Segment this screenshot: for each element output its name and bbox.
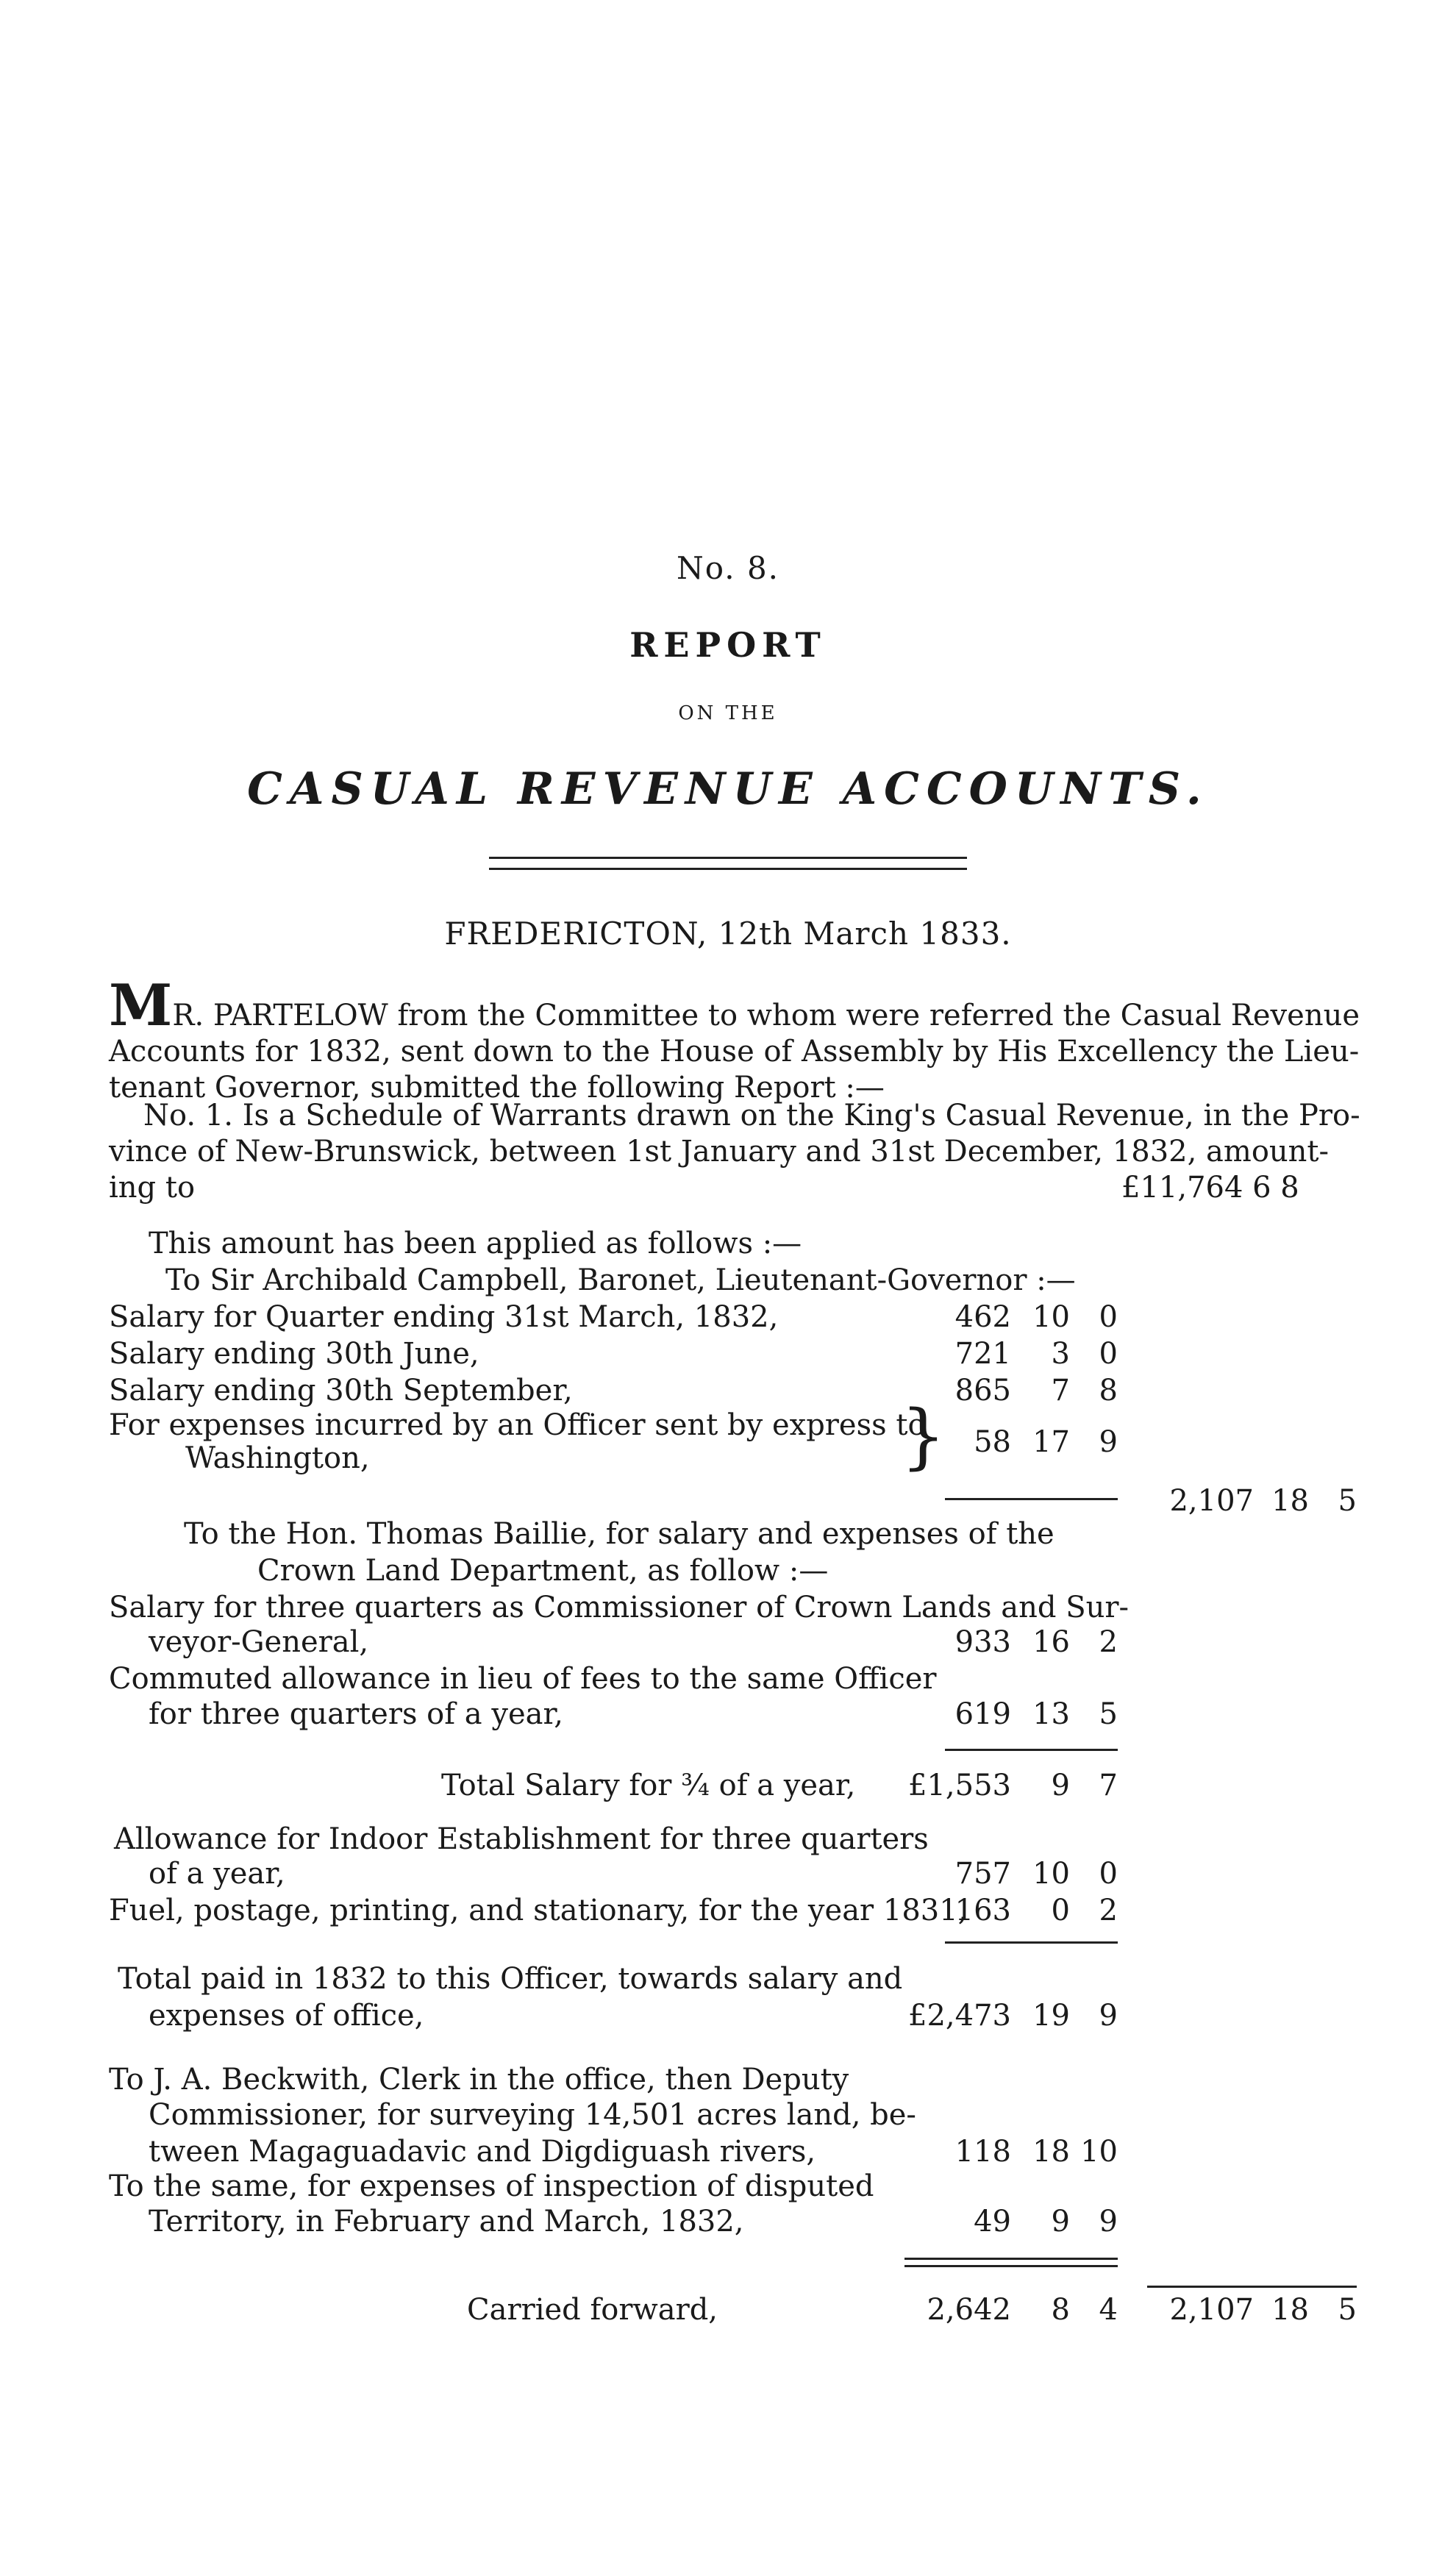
campbell-total-pence: 5 xyxy=(1338,1484,1357,1518)
carried-pence-2: 5 xyxy=(1338,2293,1357,2327)
campbell-row-3-label: Salary ending 30th September, xyxy=(109,1374,573,1408)
carried-pounds-2: 2,107 xyxy=(1169,2293,1254,2327)
baillie-salary-shillings: 16 xyxy=(1032,1625,1070,1659)
campbell-expenses-pence: 9 xyxy=(1099,1425,1118,1459)
campbell-row-1-label: Salary for Quarter ending 31st March, 1832, xyxy=(109,1300,779,1334)
baillie-fuel-pence: 2 xyxy=(1099,1894,1118,1927)
on-the-subheading: ON THE xyxy=(678,702,778,724)
beckwith-same-line-1: To the same, for expenses of inspection of disputed xyxy=(109,2169,874,2203)
baillie-allow-pence: 5 xyxy=(1099,1697,1118,1731)
carried-shillings-2: 18 xyxy=(1271,2293,1309,2327)
baillie-fuel-shillings: 0 xyxy=(1051,1894,1070,1927)
beckwith-same-pounds: 49 xyxy=(974,2205,1011,2239)
intro-line-1: R. PARTELOW from the Committee to whom were referred the Casual Revenue xyxy=(172,999,1360,1032)
beckwith-line-1: To J. A. Beckwith, Clerk in the office, then Deputy xyxy=(109,2063,849,2097)
intro-line-2: Accounts for 1832, sent down to the House of Assembly by His Excellency the Lieu- xyxy=(109,1035,1360,1069)
baillie-indoor-pounds: 757 xyxy=(954,1857,1011,1891)
beckwith-line-2: Commissioner, for surveying 14,501 acres land, be- xyxy=(149,2098,916,2132)
campbell-row-2-pence: 0 xyxy=(1099,1337,1118,1371)
campbell-row-2-label: Salary ending 30th June, xyxy=(109,1337,479,1371)
baillie-paid-rule xyxy=(945,1941,1118,1944)
beckwith-line-3: tween Magaguadavic and Digdiguash rivers, xyxy=(149,2135,816,2169)
campbell-total-pounds: 2,107 xyxy=(1169,1484,1254,1518)
campbell-row-2-shillings: 3 xyxy=(1051,1337,1070,1371)
baillie-allow-pounds: 619 xyxy=(954,1697,1011,1731)
baillie-salary-pence: 2 xyxy=(1099,1625,1118,1659)
baillie-indoor-shillings: 10 xyxy=(1032,1857,1070,1891)
baillie-indoor-line-1: Allowance for Indoor Establishment for three quarters xyxy=(114,1822,929,1856)
dateline: FREDERICTON, 12th March 1833. xyxy=(444,916,1012,952)
baillie-allow-shillings: 13 xyxy=(1032,1697,1070,1731)
campbell-row-3-shillings: 7 xyxy=(1051,1374,1070,1408)
document-title: CASUAL REVENUE ACCOUNTS. xyxy=(247,763,1209,815)
carried-forward-label: Carried forward, xyxy=(467,2293,718,2327)
baillie-salary-line-2: veyor-General, xyxy=(149,1625,369,1659)
document-number: No. 8. xyxy=(676,550,780,586)
baillie-allow-line-1: Commuted allowance in lieu of fees to the same Officer xyxy=(109,1662,937,1696)
campbell-expenses-line-1: For expenses incurred by an Officer sent by express to xyxy=(109,1408,926,1442)
beckwith-same-pence: 9 xyxy=(1099,2205,1118,2239)
campbell-row-1-shillings: 10 xyxy=(1032,1300,1070,1334)
baillie-total-salary-pounds: £1,553 xyxy=(908,1769,1011,1802)
baillie-fuel-label: Fuel, postage, printing, and stationary, for the year 1831, xyxy=(109,1894,968,1927)
baillie-heading-2: Crown Land Department, as follow :— xyxy=(257,1554,829,1588)
baillie-subtotal-rule xyxy=(945,1749,1118,1751)
carried-rule-2 xyxy=(904,2265,1118,2267)
applied-heading: This amount has been applied as follows :— xyxy=(149,1227,802,1260)
baillie-total-salary-pence: 7 xyxy=(1099,1769,1118,1802)
campbell-row-3-pence: 8 xyxy=(1099,1374,1118,1408)
baillie-paid-pounds: £2,473 xyxy=(908,1999,1011,2033)
baillie-heading-1: To the Hon. Thomas Baillie, for salary and expenses of the xyxy=(184,1517,1054,1551)
no1-amount: £11,764 6 8 xyxy=(1121,1171,1299,1205)
campbell-heading: To Sir Archibald Campbell, Baronet, Lieutenant-Governor :— xyxy=(165,1263,1076,1297)
no1-line-1: No. 1. Is a Schedule of Warrants drawn on the King's Casual Revenue, in the Pro- xyxy=(143,1099,1360,1132)
no1-line-3: ing to xyxy=(109,1171,196,1205)
baillie-fuel-pounds: 163 xyxy=(954,1894,1011,1927)
baillie-paid-shillings: 19 xyxy=(1032,1999,1070,2033)
campbell-row-1-pence: 0 xyxy=(1099,1300,1118,1334)
beckwith-pounds: 118 xyxy=(954,2135,1011,2169)
baillie-allow-line-2: for three quarters of a year, xyxy=(149,1697,563,1731)
intro-paragraph xyxy=(109,972,1360,1106)
carried-pounds: 2,642 xyxy=(927,2293,1011,2327)
title-double-rule xyxy=(489,857,967,870)
baillie-total-salary-label: Total Salary for ¾ of a year, xyxy=(441,1769,856,1802)
carried-shillings: 8 xyxy=(1051,2293,1070,2327)
campbell-total-shillings: 18 xyxy=(1271,1484,1309,1518)
right-brace: } xyxy=(901,1395,946,1477)
campbell-row-2-pounds: 721 xyxy=(954,1337,1011,1371)
baillie-indoor-pence: 0 xyxy=(1099,1857,1118,1891)
baillie-indoor-line-2: of a year, xyxy=(149,1857,285,1891)
campbell-expenses-line-2: Washington, xyxy=(185,1441,370,1475)
carried-pence: 4 xyxy=(1099,2293,1118,2327)
campbell-row-1-pounds: 462 xyxy=(954,1300,1011,1334)
baillie-total-salary-shillings: 9 xyxy=(1051,1769,1070,1802)
baillie-paid-line-2: expenses of office, xyxy=(149,1999,424,2033)
campbell-row-3-pounds: 865 xyxy=(954,1374,1011,1408)
campbell-expenses-pounds: 58 xyxy=(974,1425,1011,1459)
campbell-expenses-shillings: 17 xyxy=(1032,1425,1070,1459)
report-heading: REPORT xyxy=(629,625,827,665)
carried-rule-3 xyxy=(1147,2286,1357,2288)
drop-cap: M xyxy=(109,972,173,1039)
baillie-paid-pence: 9 xyxy=(1099,1999,1118,2033)
carried-rule-1 xyxy=(904,2258,1118,2260)
intro-line-3: tenant Governor, submitted the following Report :— xyxy=(109,1071,885,1105)
beckwith-pence: 10 xyxy=(1080,2135,1118,2169)
beckwith-shillings: 18 xyxy=(1032,2135,1070,2169)
baillie-salary-line-1: Salary for three quarters as Commissioner of Crown Lands and Sur- xyxy=(109,1591,1130,1624)
baillie-salary-pounds: 933 xyxy=(954,1625,1011,1659)
beckwith-same-shillings: 9 xyxy=(1051,2205,1070,2239)
campbell-sum-rule xyxy=(945,1498,1118,1500)
beckwith-same-line-2: Territory, in February and March, 1832, xyxy=(149,2205,744,2239)
no1-line-2: vince of New-Brunswick, between 1st January and 31st December, 1832, amount- xyxy=(109,1135,1330,1169)
baillie-paid-line-1: Total paid in 1832 to this Officer, towards salary and xyxy=(118,1962,903,1996)
